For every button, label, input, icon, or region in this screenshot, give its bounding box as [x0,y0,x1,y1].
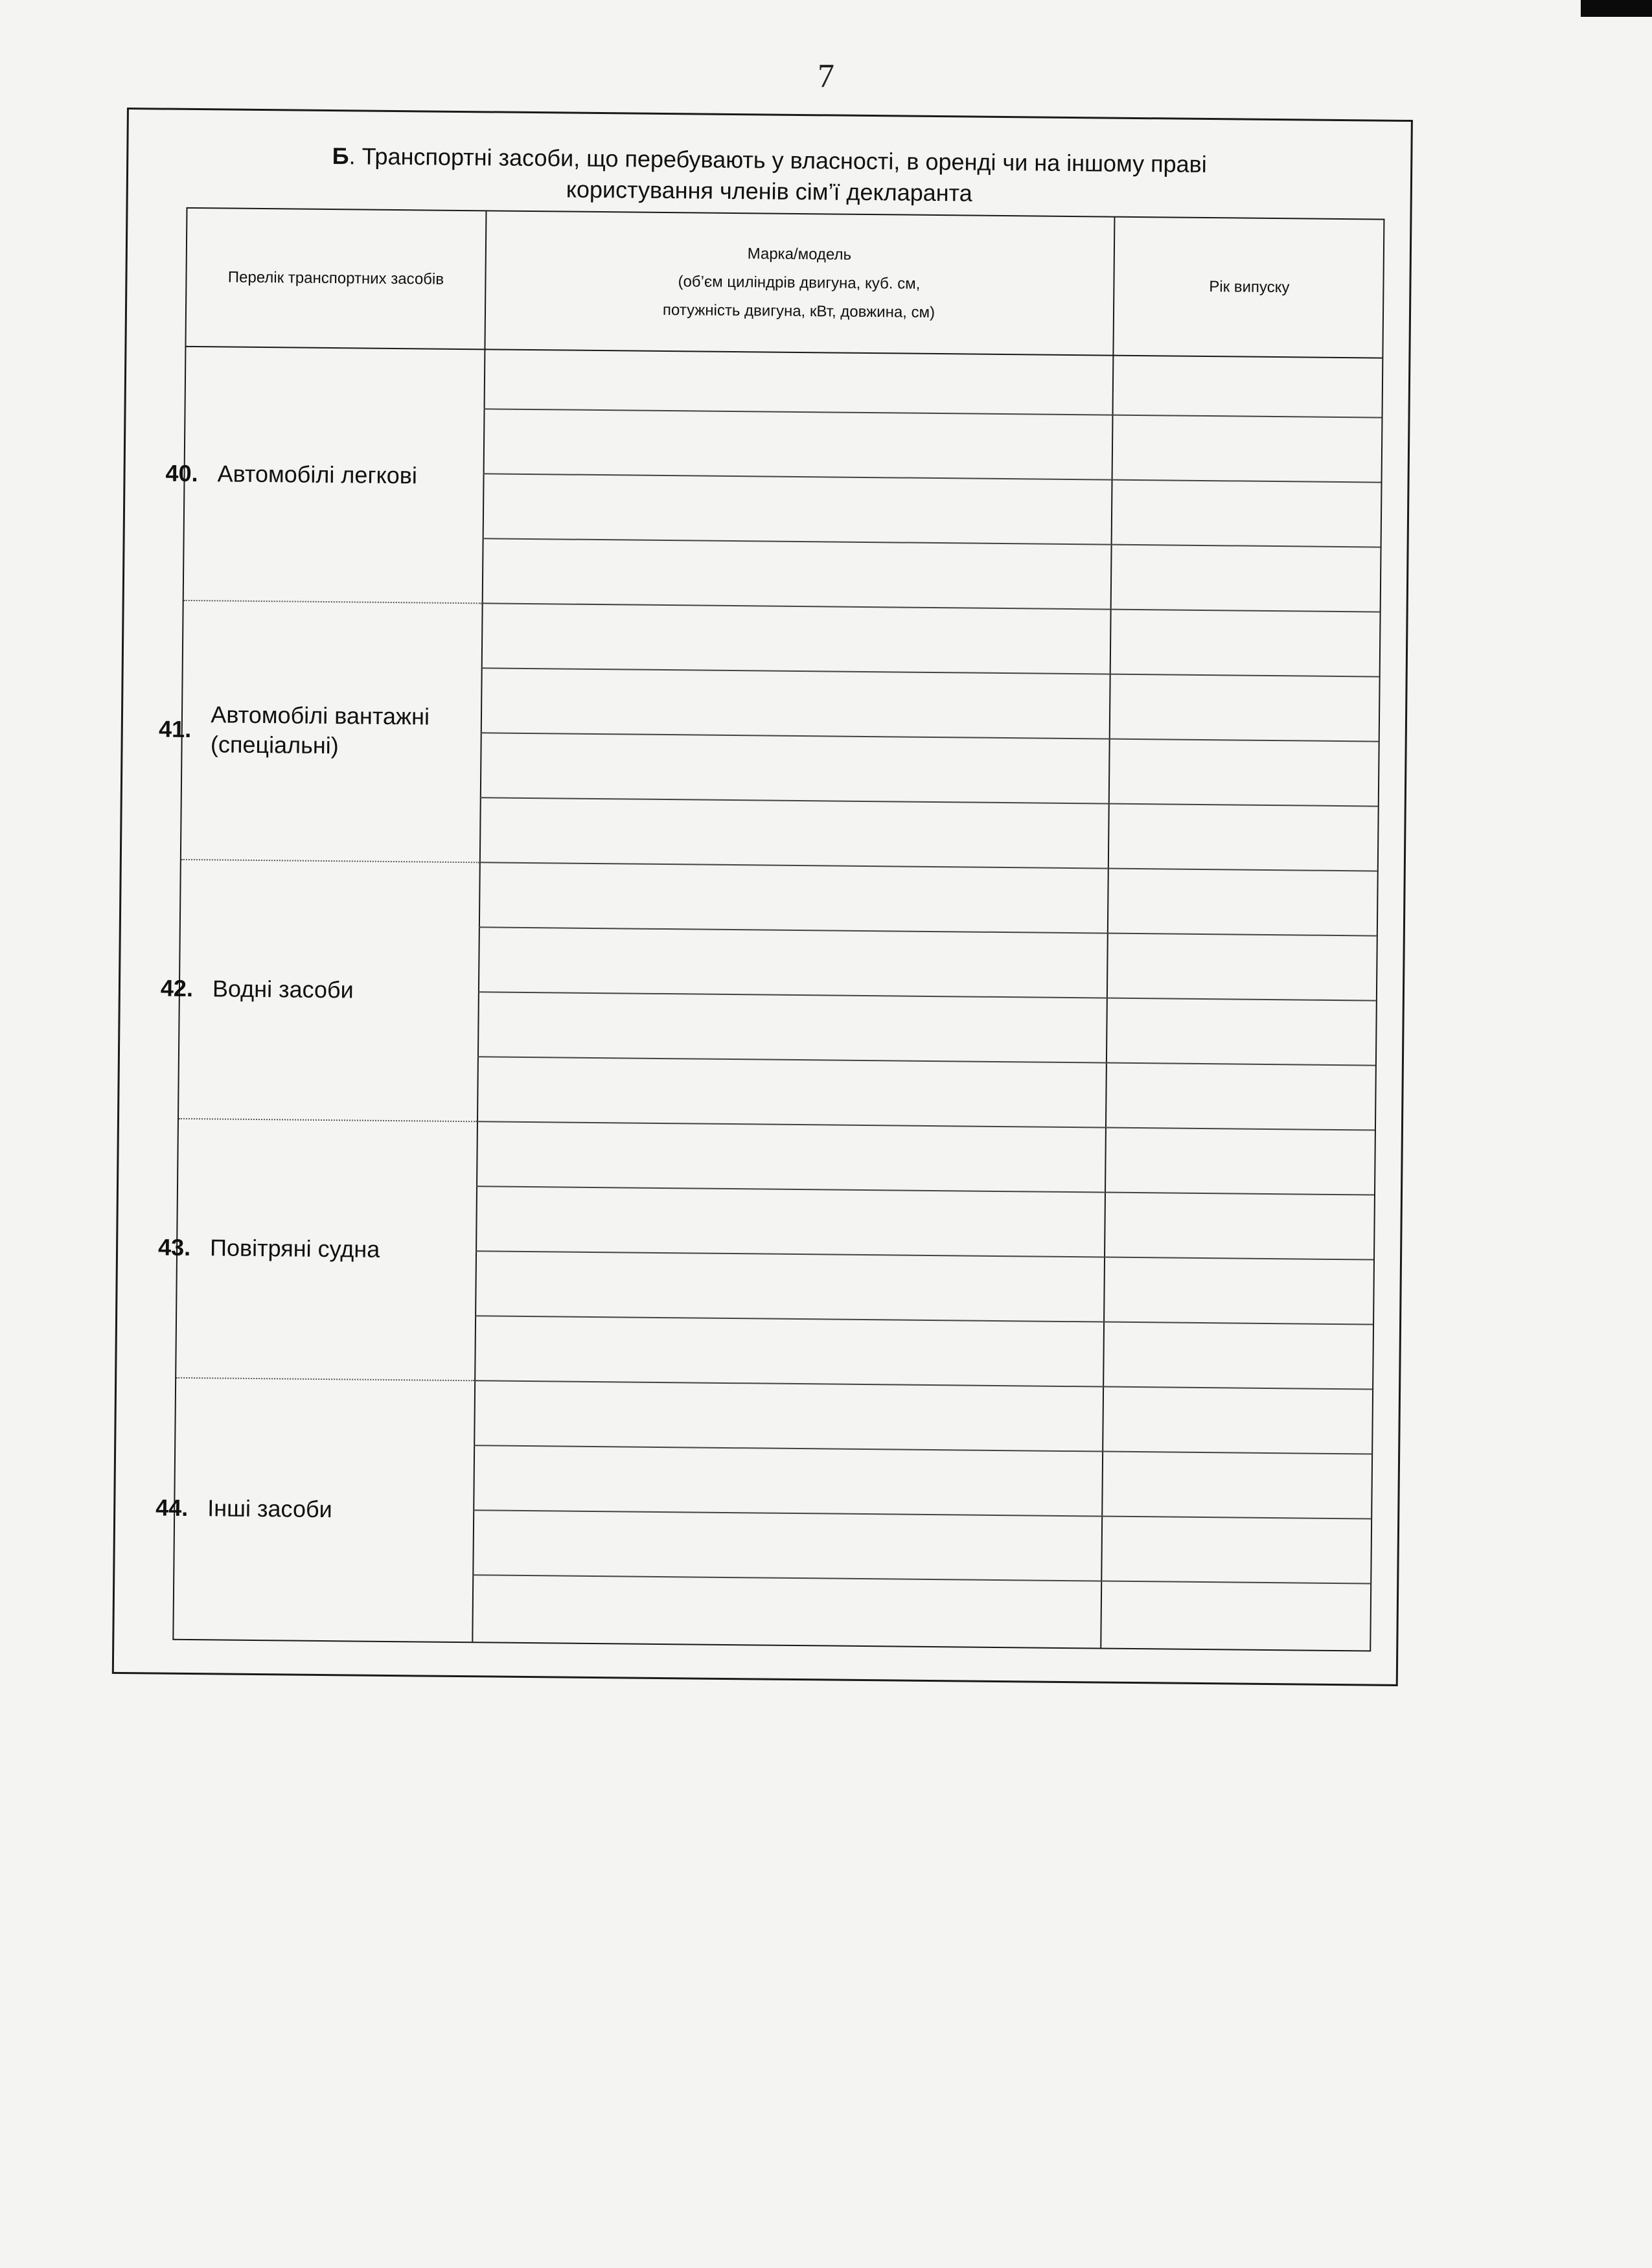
entry-row-line [477,1056,1375,1066]
entry-row-line [483,473,1381,483]
entry-row-line [472,1574,1370,1584]
section-title [128,139,1411,213]
entry-row-line [476,1186,1374,1195]
entry-row-line [478,991,1376,1001]
entry-row-line [476,1250,1373,1260]
entry-row-line [473,1509,1371,1519]
entry-row-line [477,1121,1375,1130]
entry-row-line [480,797,1378,807]
row-44-other-vehicles [115,1377,474,1642]
header-make-model: Марка/модель (об’єм циліндрів двигуна, куб. см, потужність двигуна, кВт, довжина, см) [662,245,935,321]
entry-row-line [479,862,1377,871]
row-label: Інші засоби [207,1495,332,1523]
page-number: 7 [818,58,834,95]
row-number: 40. [165,459,198,487]
section-letter: Б [332,143,349,170]
declaration-section-frame [112,108,1413,1686]
entry-row-line [481,732,1379,742]
row-number: 41. [158,715,192,742]
row-40-passenger-cars [126,347,485,602]
section-title-line1: . Транспортні засоби, що перебувають у власності, в оренді чи на іншому праві [349,143,1208,178]
entry-row-line [474,1445,1371,1454]
row-label: Автомобілі легкові [217,460,418,489]
header-year: Рік випуску [1209,278,1290,297]
entry-row-line [484,408,1382,418]
scan-edge-mark [1581,0,1652,17]
entry-row-line [482,602,1380,612]
row-42-water-vehicles [120,858,479,1121]
row-label: Водні засоби [212,975,354,1003]
vehicles-table [155,207,1384,1652]
row-number: 42. [160,974,194,1002]
entry-row-line [475,1315,1373,1325]
row-number: 43. [157,1233,191,1261]
entry-row-line [483,538,1381,547]
row-label: Повітряні судна [209,1234,380,1263]
entry-row-line [481,667,1379,677]
row-43-aircraft [118,1117,477,1380]
row-number: 44. [155,1494,189,1522]
row-label: Автомобілі вантажні (спеціальні) [210,701,430,759]
header-vehicle-list: Перелік транспортних засобів [227,268,444,288]
entry-row-line [474,1380,1372,1390]
section-title-line2: користування членів сім’ї декларанта [566,176,972,207]
entry-row-line [479,926,1377,936]
table-header-row [186,209,1383,359]
row-41-trucks [123,599,450,862]
